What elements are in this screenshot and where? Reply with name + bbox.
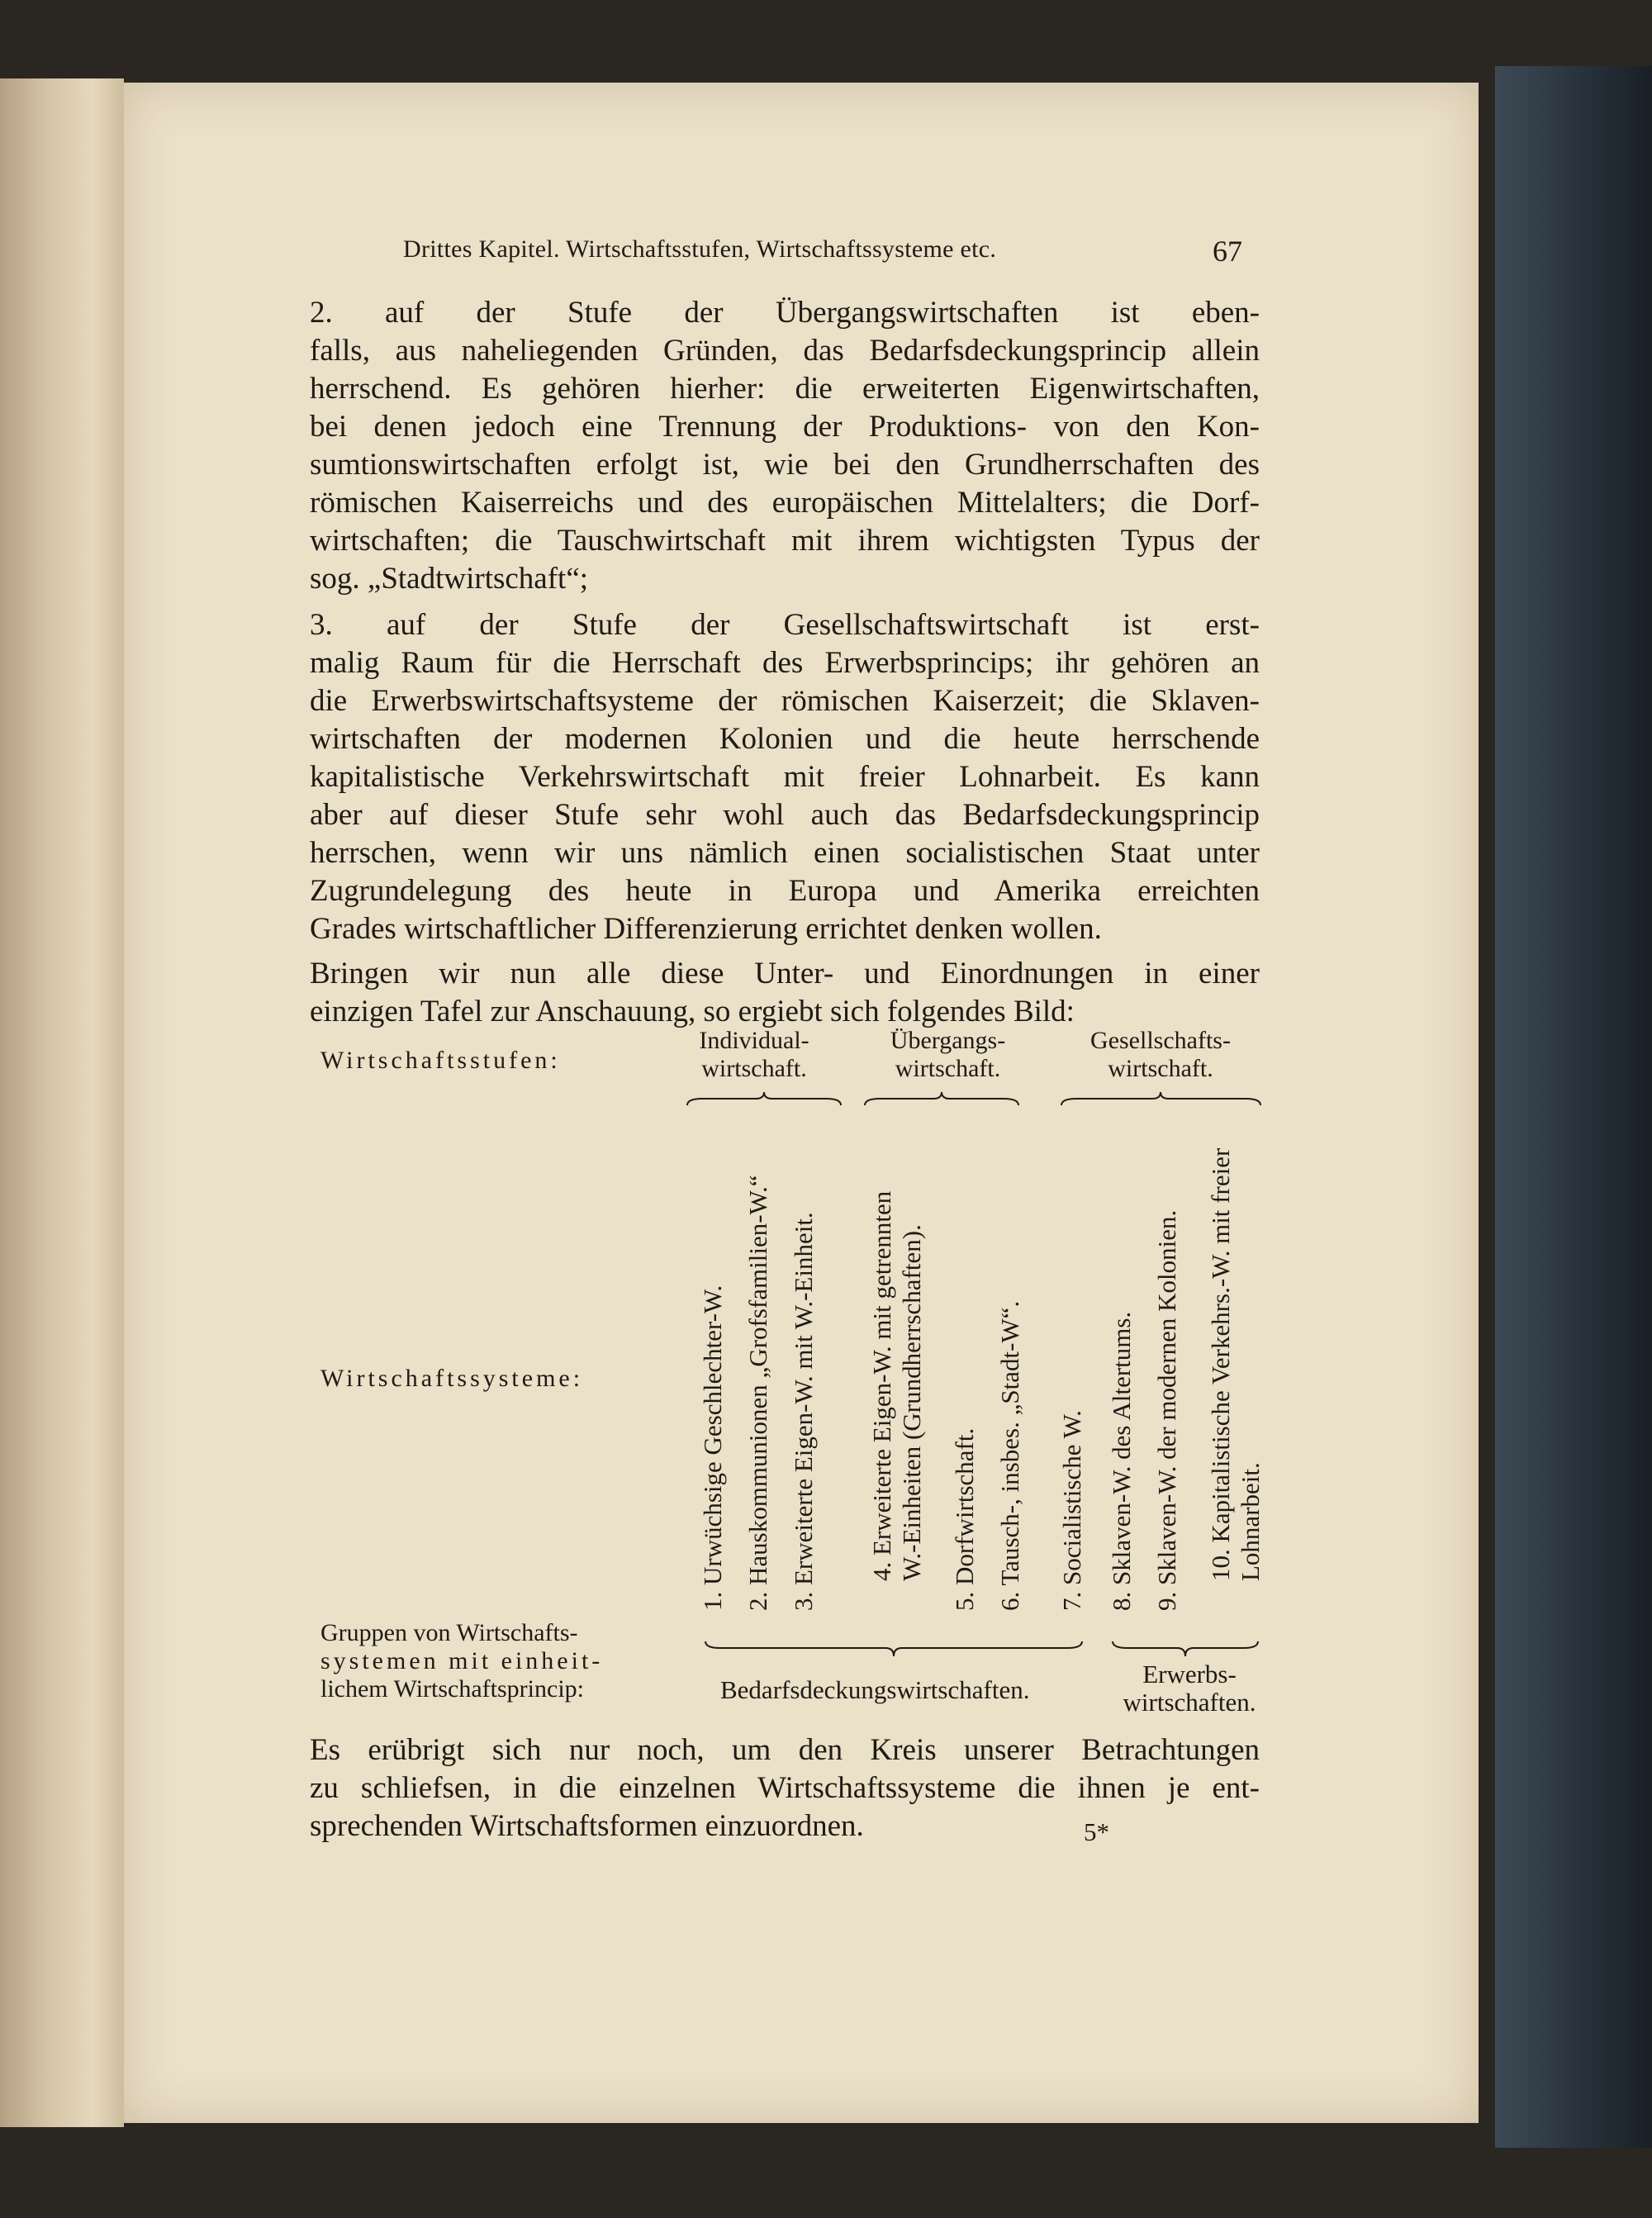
text-line: wirtschaften; die Tauschwirtschaft mit ihrem wichtigsten Typus der — [310, 524, 1260, 558]
text-line: Gesellschafts- — [1090, 1027, 1231, 1054]
system-label: 10. Kapitalistische Verkehrs.-W. mit freier — [1206, 1147, 1235, 1581]
page-number: 67 — [1213, 235, 1242, 268]
text-line: falls, aus naheliegenden Gründen, das Bedarfsdeckungsprincip allein — [310, 334, 1260, 368]
text-line: herrschend. Es gehören hierher: die erweiterten Eigenwirtschaften, — [310, 372, 1260, 406]
system-label: 9. Sklaven-W. der modernen Kolonien. — [1152, 1209, 1181, 1611]
paragraph-4 — [310, 1731, 1260, 1845]
text-line: Übergangs- — [890, 1027, 1006, 1054]
text-line: Grades wirtschaftlicher Differenzierung errichtet denken wollen. — [310, 912, 1102, 946]
text-line: Zugrundelegung des heute in Europa und Amerika erreichten — [310, 874, 1260, 908]
system-label-line2: Lohnarbeit. — [1236, 1462, 1265, 1581]
system-column-3 — [789, 1112, 871, 1641]
system-label: 4. Erweiterte Eigen-W. mit getrennten — [867, 1190, 896, 1581]
paragraph-2 — [310, 606, 1260, 948]
text-line: Gruppen von Wirtschafts- — [320, 1619, 578, 1646]
brace-uebergang — [863, 1090, 1020, 1109]
text-line: 2. auf der Stufe der Übergangswirtschaften ist eben- — [310, 296, 1260, 330]
stufe-individual — [667, 1027, 841, 1083]
text-line: herrschen, wenn wir uns nämlich einen socialistischen Staat unter — [310, 836, 1260, 870]
brace-gesellschaft — [1060, 1090, 1262, 1109]
text-line: sumtionswirtschaften erfolgt ist, wie bei den Grundherrschaften des — [310, 448, 1260, 482]
system-label: 7. Socialistische W. — [1057, 1410, 1086, 1611]
text-line: kapitalistische Verkehrswirtschaft mit freier Lohnarbeit. Es kann — [310, 760, 1260, 794]
group-erwerb — [1111, 1660, 1268, 1717]
text-line: Es erübrigt sich nur noch, um den Kreis unserer Betrachtungen — [310, 1733, 1260, 1767]
facing-page-edge — [0, 78, 124, 2127]
running-title: Drittes Kapitel. Wirtschaftsstufen, Wirtschaftssysteme etc. — [403, 235, 997, 263]
stufe-gesellschaft — [1061, 1027, 1260, 1083]
text-line: 3. auf der Stufe der Gesellschaftswirtschaft ist erst- — [310, 608, 1260, 642]
system-label: 3. Erweiterte Eigen-W. mit W.-Einheit. — [789, 1212, 818, 1611]
system-label: 6. Tausch-, insbes. „Stadt-W“. — [995, 1300, 1024, 1611]
text-line: wirtschaft. — [701, 1055, 807, 1082]
row-label-gruppen — [320, 1619, 603, 1703]
text-line: malig Raum für die Herrschaft des Erwerbsprincips; ihr gehören an — [310, 646, 1260, 680]
text-line: wirtschaften. — [1123, 1688, 1256, 1717]
brace-individual — [686, 1090, 843, 1109]
signature-mark: 5* — [1084, 1817, 1109, 1846]
text-line: sog. „Stadtwirtschaft“; — [310, 562, 589, 596]
system-column-10 — [1206, 1112, 1289, 1641]
system-label: 1. Urwüchsige Geschlechter-W. — [698, 1285, 727, 1611]
text-line: Erwerbs- — [1142, 1660, 1237, 1688]
brace-erwerb — [1111, 1640, 1260, 1658]
system-label: 2. Hauskommunionen „Grofsfamilien-W.“ — [743, 1175, 772, 1611]
group-bedarf: Bedarfsdeckungswirtschaften. — [720, 1675, 1030, 1704]
brace-bedarf — [704, 1640, 1084, 1658]
text-line: wirtschaft. — [895, 1055, 1001, 1082]
text-line: Individual- — [699, 1027, 809, 1054]
book-binding — [1495, 66, 1652, 2148]
text-line: bei denen jedoch eine Trennung der Produktions- von den Kon- — [310, 410, 1260, 444]
text-line: die Erwerbswirtschaftsysteme der römischen Kaiserzeit; die Sklaven- — [310, 684, 1260, 718]
paragraph-3 — [310, 955, 1260, 1031]
stufe-uebergang — [859, 1027, 1037, 1083]
row-label-stufen: Wirtschaftsstufen: — [320, 1047, 561, 1074]
text-line: römischen Kaiserreichs und des europäischen Mittelalters; die Dorf- — [310, 486, 1260, 520]
system-label-line2: W.-Einheiten (Grundherrschaften). — [897, 1224, 926, 1581]
text-line: wirtschaft. — [1108, 1055, 1213, 1082]
text-line: systemen mit einheit- — [320, 1647, 604, 1674]
row-label-systeme: Wirtschaftssysteme: — [320, 1365, 584, 1392]
system-label: 8. Sklaven-W. des Altertums. — [1107, 1311, 1136, 1611]
paragraph-1 — [310, 294, 1260, 598]
text-line: sprechenden Wirtschaftsformen einzuordnen. — [310, 1809, 864, 1843]
text-line: lichem Wirtschaftsprincip: — [320, 1675, 584, 1703]
system-column-4 — [867, 1112, 950, 1641]
text-line: Bringen wir nun alle diese Unter- und Einordnungen in einer — [310, 957, 1260, 990]
text-line: aber auf dieser Stufe sehr wohl auch das Bedarfsdeckungsprincip — [310, 798, 1260, 832]
text-line: einzigen Tafel zur Anschauung, so ergiebt sich folgendes Bild: — [310, 995, 1075, 1028]
text-line: zu schliefsen, in die einzelnen Wirtschaftssysteme die ihnen je ent- — [310, 1771, 1260, 1805]
system-label: 5. Dorfwirtschaft. — [950, 1427, 979, 1611]
text-line: wirtschaften der modernen Kolonien und die heute herrschende — [310, 722, 1260, 756]
